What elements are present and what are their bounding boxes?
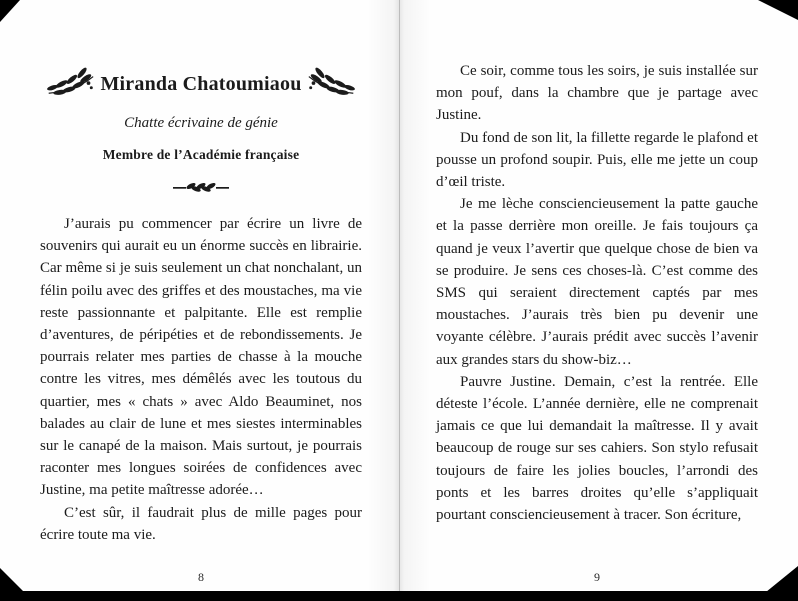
scan-corner-bottom-right — [766, 566, 798, 592]
page-gutter — [399, 0, 400, 601]
chapter-header — [40, 0, 362, 194]
chapter-title: Miranda Chatoumiaou — [100, 72, 302, 95]
scan-corner-top-right — [758, 0, 798, 20]
scan-bottom-edge — [0, 591, 798, 601]
paragraph: C’est sûr, il faudrait plus de mille pages pour écrire toute ma vie. — [40, 504, 362, 543]
chapter-subtitle: Chatte écrivaine de génie — [124, 115, 278, 131]
page-right — [436, 0, 758, 601]
paragraph: Ce soir, comme tous les soirs, je suis installée sur mon pouf, dans la chambre que je partage avec Justine. — [436, 63, 758, 124]
scan-corner-bottom-left — [0, 568, 24, 592]
scan-corner-top-left — [0, 0, 20, 22]
page-left — [40, 0, 362, 601]
page-number-left: 8 — [198, 570, 204, 584]
page-number-right: 9 — [594, 570, 600, 584]
paragraph: Du fond de son lit, la fillette regarde le plafond et pousse un profond soupir. Puis, elle me jette un coup d’œil triste. — [436, 129, 758, 191]
chapter-affiliation: Membre de l’Académie française — [102, 147, 300, 162]
paragraph: J’aurais pu commencer par écrire un livre de souvenirs qui aurait eu un énorme succès en librairie. Car même si je suis seulement un chat nonchalant, un félin poilu avec des griffes et des moustaches, ma vie reste passionnante et palpitante. Elle est remplie d’aventures, de péripéties et de rebondissements. Je pourrais relater mes parties de chasse à la mouche contre les vitres, mes démêlés avec les toutous du quartier, mes « chats » avec Aldo Beauminet, nos balades au clair de lune et mes siestes interminables sur le canapé de la maison. Mais surtout, je pourrais raconter mes longues soirées de confidences avec Justine, ma petite maîtresse adorée… — [40, 216, 362, 499]
right-page-text — [436, 0, 758, 526]
vine-divider-icon — [40, 180, 362, 194]
olive-branch-left-icon — [45, 66, 95, 102]
olive-branch-right-icon — [307, 66, 357, 102]
left-page-text — [40, 213, 362, 546]
chapter-title-row — [40, 66, 362, 102]
paragraph: Je me lèche consciencieusement la patte gauche et la passe derrière mon oreille. Je fais toujours ça quand je veux l’avertir que quelque chose de bien va se produire. Je sens ces choses-là. C’est comme des SMS qui seraient directement captés par mes moustaches. J’aurais très bien pu devenir une voyante célèbre. J’aurais prédit avec succès l’avenir aux grandes stars du show-biz… — [436, 196, 758, 368]
paragraph: Pauvre Justine. Demain, c’est la rentrée. Elle déteste l’école. L’année dernière, elle ne comprenait jamais ce que lui demandait la maîtresse. Il y avait beaucoup de rouge sur ses cahiers. Son stylo refusait toujours de faire les jolies boucles, l’arrondi des ponts et les barres droites qu’elle s’appliquait pourtant consciencieusement à tracer. Son écriture, — [436, 373, 758, 524]
